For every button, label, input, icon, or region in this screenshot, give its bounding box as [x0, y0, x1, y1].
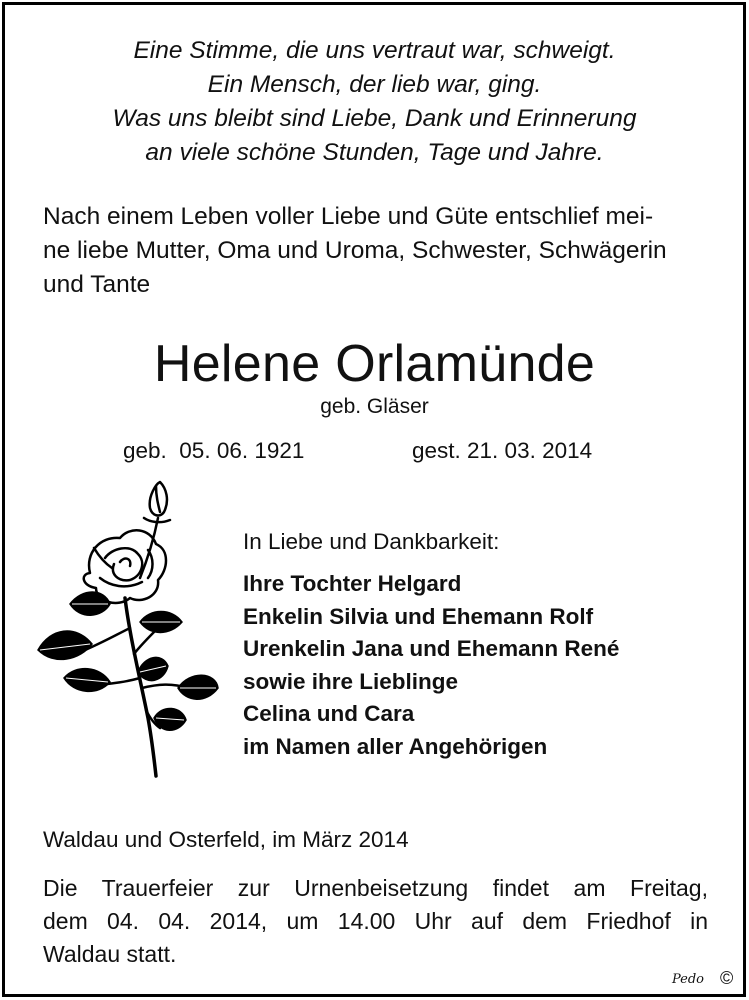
funeral-line: Waldau statt. — [43, 941, 177, 967]
copyright-symbol: © — [720, 968, 734, 988]
poem-line: an viele schöne Stunden, Tage und Jahre. — [145, 139, 604, 166]
poem-line: Eine Stimme, die uns vertraut war, schweigt. — [133, 37, 616, 64]
family-item: Enkelin Silvia und Ehemann Rolf — [243, 603, 594, 629]
deceased-name: Helene Orlamünde — [153, 335, 596, 393]
poem — [0, 34, 749, 170]
maiden-name-text: geb. Gläser — [320, 395, 429, 418]
intro-text — [43, 200, 708, 302]
funeral-line: Die Trauerfeier zur Urnenbeisetzung findet am Freitag, — [43, 875, 708, 901]
intro-line: und Tante — [43, 271, 151, 298]
family-item: im Namen aller Angehörigen — [243, 733, 548, 759]
family-item: sowie ihre Lieblinge — [243, 668, 459, 694]
funeral-info — [43, 872, 708, 971]
intro-line: Nach einem Leben voller Liebe und Güte entschlief mei- — [43, 203, 654, 230]
birth-date: geb. 05. 06. 1921 — [123, 438, 305, 463]
family-item: Urenkelin Jana und Ehemann René — [243, 636, 620, 661]
poem-line: Ein Mensch, der lieb war, ging. — [207, 71, 542, 98]
funeral-line: dem 04. 04. 2014, um 14.00 Uhr auf dem Friedhof in — [43, 908, 708, 934]
place-date: Waldau und Osterfeld, im März 2014 — [43, 827, 409, 852]
family-item: Celina und Cara — [243, 701, 415, 726]
death-date: gest. 21. 03. 2014 — [412, 438, 593, 463]
intro-line: ne liebe Mutter, Oma und Uroma, Schwester, Schwägerin — [43, 237, 667, 264]
poem-line: Was uns bleibt sind Liebe, Dank und Erinnerung — [112, 105, 637, 132]
thanks-heading: In Liebe und Dankbarkeit: — [243, 529, 500, 554]
family-list — [243, 568, 619, 763]
publisher-signature: Pedo — [672, 972, 705, 987]
maiden-name — [0, 393, 749, 421]
rose-icon — [30, 478, 220, 778]
family-item: Ihre Tochter Helgard — [243, 571, 462, 596]
